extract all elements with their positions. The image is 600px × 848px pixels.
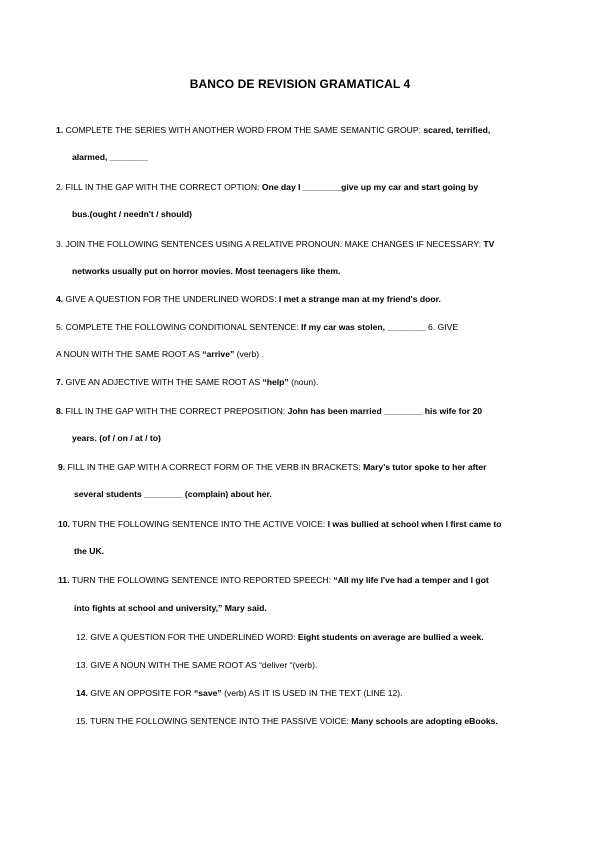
item-9-continuation: several students ________ (complain) about her. (74, 489, 272, 499)
item-number: 9. (58, 462, 66, 472)
page-title: BANCO DE REVISION GRAMATICAL 4 (189, 77, 411, 91)
item-3 (56, 239, 494, 250)
item-2-continuation: bus.(ought / needn't / should) (72, 209, 192, 219)
item-tail: (verb) . (234, 349, 264, 359)
item-1 (56, 125, 490, 136)
item-question: One day I ________give up my car and start going by (261, 182, 479, 192)
item-instruction: GIVE A QUESTION FOR THE UNDERLINED WORDS: (63, 294, 279, 304)
item-question: “save” (193, 688, 222, 698)
item-instruction: FILL IN THE GAP WITH THE CORRECT PREPOSITION: (63, 406, 288, 416)
item-11-continuation: into fights at school and university,” Mary said. (74, 603, 267, 613)
item-question: “arrive” (202, 349, 235, 359)
item-number: 7. (56, 377, 64, 387)
item-instruction: COMPLETE THE SERIES WITH ANOTHER WORD FROM THE SAME SEMANTIC GROUP: (63, 125, 424, 135)
item-number: 3. (56, 239, 64, 249)
item-question: Eight students on average are bullied a week. (297, 632, 484, 642)
item-number: 8. (56, 406, 64, 416)
item-tail: (verb) AS IT IS USED IN THE TEXT (LINE 12). (221, 688, 403, 698)
item-instruction: COMPLETE THE FOLLOWING CONDITIONAL SENTENCE: (63, 322, 301, 332)
item-instruction: GIVE AN ADJECTIVE WITH THE SAME ROOT AS (63, 377, 263, 387)
item-question: Many schools are adopting eBooks. (351, 716, 498, 726)
item-question: If my car was stolen, ________ (300, 322, 426, 332)
item-question: Mary's tutor spoke to her after (363, 462, 487, 472)
item-9 (58, 462, 486, 473)
item-instruction: FILL IN THE GAP WITH THE CORRECT OPTION: (63, 182, 262, 192)
item-instruction: A NOUN WITH THE SAME ROOT AS (56, 349, 203, 359)
item-question: I met a strange man at my friend's door. (278, 294, 441, 304)
item-8 (56, 406, 482, 417)
item-instruction: TURN THE FOLLOWING SENTENCE INTO THE PASSIVE VOICE: (87, 716, 352, 726)
item-instruction: FILL IN THE GAP WITH A CORRECT FORM OF THE VERB IN BRACKETS: (65, 462, 364, 472)
item-number: 10. (58, 519, 70, 529)
item-15 (76, 716, 498, 727)
item-number: 4. (56, 294, 64, 304)
item-13 (76, 660, 317, 671)
item-5 (56, 322, 458, 333)
item-2 (56, 182, 478, 193)
item-instruction: GIVE A QUESTION FOR THE UNDERLINED WORD: (87, 632, 298, 642)
item-instruction: GIVE AN OPPOSITE FOR (87, 688, 194, 698)
item-question: “help” (262, 377, 289, 387)
item-4 (56, 294, 441, 305)
item-10-continuation: the UK. (74, 546, 105, 556)
item-question: scared, terrified, (423, 125, 491, 135)
item-number: 2. (56, 182, 64, 192)
item-6-start: 6. GIVE (425, 322, 459, 332)
item-instruction: GIVE A NOUN WITH THE SAME ROOT AS “deliver “(verb). (87, 660, 318, 670)
item-8-continuation: years. (of / on / at / to) (72, 433, 161, 443)
item-number: 5. (56, 322, 64, 332)
item-12 (76, 632, 484, 643)
item-question: John has been married ________ his wife for 20 (287, 406, 483, 416)
item-number: 14. (76, 688, 88, 698)
item-number: 13. (76, 660, 88, 670)
item-10 (58, 519, 501, 530)
item-3-continuation: networks usually put on horror movies. Most teenagers like them. (72, 266, 341, 276)
item-7 (56, 377, 318, 388)
item-question: TV (483, 239, 495, 249)
item-question: I was bullied at school when I first came to (327, 519, 502, 529)
item-number: 15. (76, 716, 88, 726)
item-14 (76, 688, 403, 699)
item-tail: (noun). (288, 377, 319, 387)
item-number: 12. (76, 632, 88, 642)
item-instruction: JOIN THE FOLLOWING SENTENCES USING A RELATIVE PRONOUN. MAKE CHANGES IF NECESSARY: (63, 239, 484, 249)
item-11 (58, 575, 489, 586)
item-1-continuation: alarmed, ________ (72, 152, 148, 162)
item-instruction: TURN THE FOLLOWING SENTENCE INTO THE ACTIVE VOICE: (69, 519, 328, 529)
item-question: “All my life I've had a temper and I got (333, 575, 489, 585)
item-number: 1. (56, 125, 64, 135)
item-instruction: TURN THE FOLLOWING SENTENCE INTO REPORTED SPEECH: (69, 575, 334, 585)
item-number: 11. (58, 575, 70, 585)
item-6-continuation (56, 349, 264, 360)
